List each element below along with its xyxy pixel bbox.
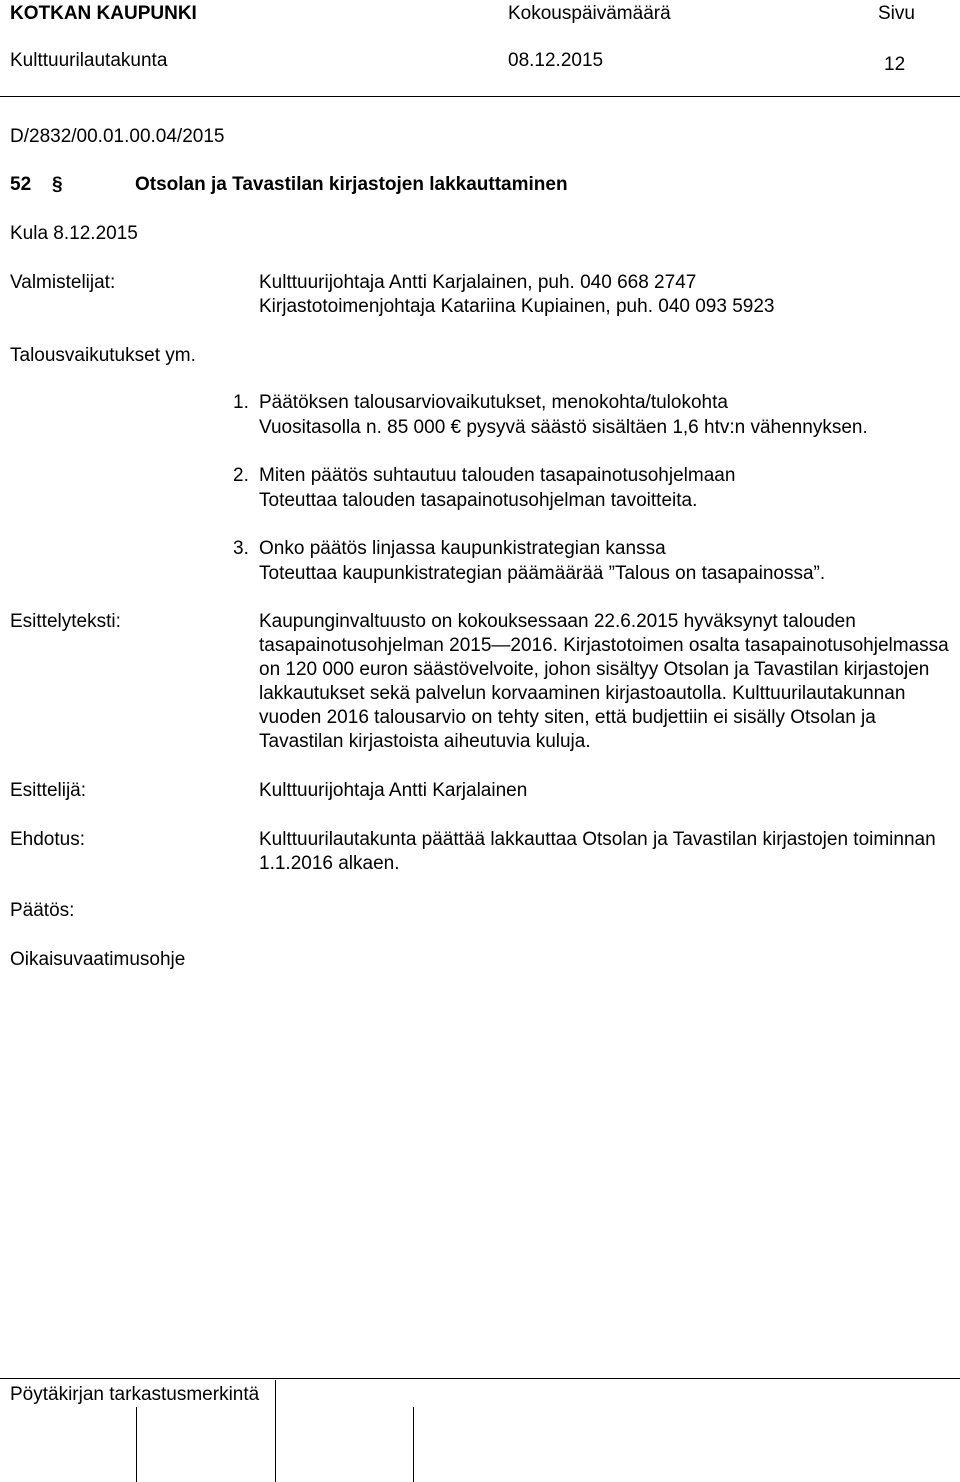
item-title: Otsolan ja Tavastilan kirjastojen lakkauttaminen bbox=[135, 174, 568, 195]
effects-label: Talousvaikutukset ym. bbox=[10, 345, 196, 366]
record-id: D/2832/00.01.00.04/2015 bbox=[10, 126, 225, 147]
kula-date: Kula 8.12.2015 bbox=[10, 223, 138, 244]
page-label: Sivu bbox=[878, 3, 915, 24]
meeting-date-label: Kokouspäivämäärä bbox=[508, 3, 671, 24]
effect-heading: Onko päätös linjassa kaupunkistrategian kanssa bbox=[259, 538, 666, 559]
effect-heading: Päätöksen talousarviovaikutukset, menokohta/tulokohta bbox=[259, 392, 728, 413]
item-number: 52 bbox=[10, 174, 32, 195]
decision-label: Päätös: bbox=[10, 900, 75, 921]
preparers-label: Valmistelijat: bbox=[10, 272, 116, 293]
appeal-label: Oikaisuvaatimusohje bbox=[10, 949, 186, 970]
body-name: Kulttuurilautakunta bbox=[10, 50, 168, 71]
presentation-text: Kaupunginvaltuusto on kokouksessaan 22.6.2015 hyväksynyt talouden tasapainotusohjelman 2015—2016. Kirjastotoimen osalta tasapainotusohjelmassa on 120 000 euron säästövelvoite, johon sisältyy Otsolan ja Tavastilan kirjastojen lakkautukset sekä palvelun korvaaminen kirjastoautolla. Kulttuurilautakunnan vuoden 2016 talousarvio on tehty siten, että budjettiin ei sisälly Otsolan ja Tavastilan kirjastoista aiheutuvia kuluja. bbox=[259, 611, 949, 752]
presenter-label: Esittelijä: bbox=[10, 780, 87, 801]
preparer-line: Kulttuurijohtaja Antti Karjalainen, puh. 040 668 2747 bbox=[259, 272, 697, 293]
effect-number: 2. bbox=[233, 465, 249, 486]
footer-label: Pöytäkirjan tarkastusmerkintä bbox=[10, 1384, 260, 1405]
org-name: KOTKAN KAUPUNKI bbox=[10, 3, 197, 24]
effect-text: Toteuttaa kaupunkistrategian päämäärää ”Talous on tasapainossa”. bbox=[259, 563, 826, 584]
preparer-line: Kirjastotoimenjohtaja Katariina Kupiainen, puh. 040 093 5923 bbox=[259, 296, 775, 317]
effect-number: 1. bbox=[233, 392, 249, 413]
footer-rule bbox=[0, 1378, 960, 1379]
meeting-date: 08.12.2015 bbox=[508, 50, 604, 71]
effect-text: Toteuttaa talouden tasapainotusohjelman tavoitteita. bbox=[259, 490, 698, 511]
proposal-text: Kulttuurilautakunta päättää lakkauttaa Otsolan ja Tavastilan kirjastojen toiminnan 1.1.2016 alkaen. bbox=[259, 829, 936, 874]
section-icon: § bbox=[52, 174, 63, 195]
signature-box-divider bbox=[413, 1407, 414, 1482]
signature-box-divider bbox=[275, 1380, 276, 1482]
effect-number: 3. bbox=[233, 538, 249, 559]
effect-text: Vuositasolla n. 85 000 € pysyvä säästö sisältäen 1,6 htv:n vähennyksen. bbox=[259, 417, 868, 438]
page-number: 12 bbox=[884, 54, 906, 75]
effect-heading: Miten päätös suhtautuu talouden tasapainotusohjelmaan bbox=[259, 465, 736, 486]
signature-box-divider bbox=[136, 1407, 137, 1482]
presenter-name: Kulttuurijohtaja Antti Karjalainen bbox=[259, 780, 528, 801]
header-rule bbox=[0, 96, 960, 97]
presentation-label: Esittelyteksti: bbox=[10, 611, 121, 632]
proposal-label: Ehdotus: bbox=[10, 829, 85, 850]
